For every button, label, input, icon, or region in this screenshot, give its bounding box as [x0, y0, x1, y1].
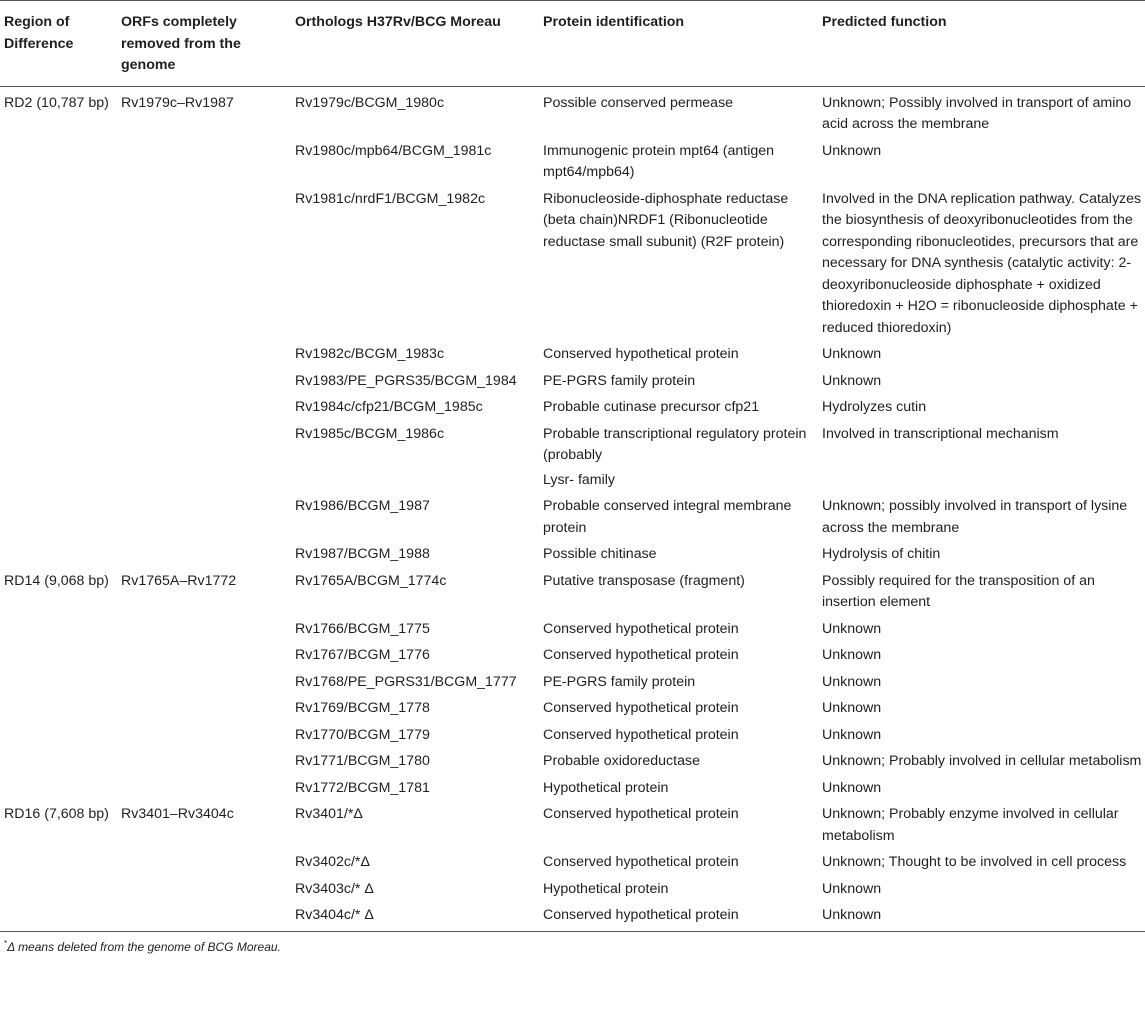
cell-function: Unknown — [822, 673, 882, 690]
cell-function: Unknown; Probably involved in cellular metabolism — [822, 753, 1142, 769]
cell-protein: Conserved hypothetical protein — [543, 700, 739, 716]
cell-region — [0, 847, 117, 874]
footnote — [0, 932, 1145, 954]
table-row — [0, 366, 1145, 393]
cell-orfs — [117, 640, 291, 667]
table-row — [0, 339, 1145, 366]
header-protein: Protein identification — [539, 1, 818, 87]
cell-function: Possibly required for the transposition of an insertion element — [822, 572, 1095, 610]
header-orfs: ORFs completely removed from the genome — [117, 1, 291, 87]
cell-orfs — [117, 419, 291, 467]
cell-region — [0, 136, 117, 184]
cell-protein: Possible chitinase — [543, 546, 657, 562]
footnote-marker: * — [4, 938, 8, 948]
table-row — [0, 900, 1145, 931]
cell-region — [0, 392, 117, 419]
cell-region — [0, 667, 117, 694]
cell-ortholog — [291, 467, 539, 492]
cell-function: Unknown; Probably enzyme involved in cellular metabolism — [822, 806, 1119, 844]
cell-protein: Hypothetical protein — [543, 880, 669, 897]
cell-orfs — [117, 773, 291, 800]
cell-orfs — [117, 467, 291, 492]
cell-protein: Conserved hypothetical protein — [543, 620, 739, 637]
table-row — [0, 693, 1145, 720]
cell-region — [0, 720, 117, 747]
cell-ortholog: Rv1987/BCGM_1988 — [295, 546, 430, 562]
cell-orfs — [117, 366, 291, 393]
table-row — [0, 467, 1145, 492]
cell-orfs — [117, 136, 291, 184]
cell-protein: PE-PGRS family protein — [543, 673, 696, 690]
table-row — [0, 566, 1145, 614]
table-row — [0, 539, 1145, 566]
table-row — [0, 799, 1145, 847]
cell-orfs: Rv1765A–Rv1772 — [121, 572, 237, 589]
cell-region — [0, 366, 117, 393]
cell-region: RD2 (10,787 bp) — [4, 94, 109, 111]
cell-protein: Putative transposase (fragment) — [543, 572, 745, 589]
table-row — [0, 419, 1145, 467]
cell-ortholog: Rv1770/BCGM_1779 — [295, 726, 430, 743]
cell-ortholog: Rv1981c/nrdF1/BCGM_1982c — [295, 190, 486, 207]
header-region: Region of Difference — [0, 1, 117, 87]
header-row — [0, 1, 1145, 87]
cell-orfs — [117, 693, 291, 720]
cell-protein: PE-PGRS family protein — [543, 372, 696, 389]
cell-function: Hydrolyzes cutin — [822, 399, 927, 415]
cell-orfs — [117, 614, 291, 641]
cell-protein: Probable conserved integral membrane protein — [543, 498, 792, 536]
cell-function: Unknown; Thought to be involved in cell process — [822, 854, 1127, 870]
cell-orfs — [117, 720, 291, 747]
cell-protein: Conserved hypothetical protein — [543, 726, 739, 743]
cell-region — [0, 614, 117, 641]
table-row — [0, 491, 1145, 539]
cell-protein: Probable transcriptional regulatory protein (probably — [543, 425, 807, 463]
table-row — [0, 184, 1145, 340]
table-row — [0, 847, 1145, 874]
cell-ortholog: Rv1985c/BCGM_1986c — [295, 425, 445, 442]
cell-ortholog: Rv3403c/* Δ — [295, 880, 374, 897]
cell-function: Involved in transcriptional mechanism — [822, 425, 1059, 442]
cell-ortholog: Rv3404c/* Δ — [295, 907, 374, 923]
cell-ortholog: Rv1980c/mpb64/BCGM_1981c — [295, 142, 492, 159]
cell-region — [0, 746, 117, 773]
cell-orfs — [117, 667, 291, 694]
table-row — [0, 640, 1145, 667]
cell-protein: Immunogenic protein mpt64 (antigen mpt64/mpb64) — [543, 142, 775, 180]
table-row — [0, 667, 1145, 694]
cell-ortholog: Rv1765A/BCGM_1774c — [295, 572, 447, 589]
table-row — [0, 720, 1145, 747]
table-row — [0, 392, 1145, 419]
cell-function: Unknown — [822, 620, 882, 637]
cell-ortholog: Rv1766/BCGM_1775 — [295, 620, 430, 637]
cell-ortholog: Rv1769/BCGM_1778 — [295, 700, 430, 716]
cell-region — [0, 874, 117, 901]
cell-ortholog: Rv1986/BCGM_1987 — [295, 498, 430, 514]
table-row — [0, 86, 1145, 136]
cell-function: Unknown; possibly involved in transport of lysine across the membrane — [822, 498, 1128, 536]
cell-ortholog: Rv1982c/BCGM_1983c — [295, 346, 445, 362]
footnote-text: Δ means deleted from the genome of BCG Moreau. — [7, 939, 281, 954]
cell-protein: Lysr- family — [543, 471, 615, 488]
cell-protein: Probable cutinase precursor cfp21 — [543, 399, 760, 415]
cell-ortholog: Rv3402c/*Δ — [295, 854, 370, 870]
cell-ortholog: Rv3401/*Δ — [295, 806, 363, 822]
cell-region — [0, 773, 117, 800]
cell-protein: Possible conserved permease — [543, 94, 734, 111]
cell-ortholog: Rv1772/BCGM_1781 — [295, 779, 430, 796]
cell-orfs — [117, 539, 291, 566]
table-row — [0, 746, 1145, 773]
cell-function: Unknown — [822, 726, 882, 743]
cell-function: Unknown — [822, 779, 882, 796]
table-row — [0, 874, 1145, 901]
cell-orfs — [117, 874, 291, 901]
cell-ortholog: Rv1984c/cfp21/BCGM_1985c — [295, 399, 483, 415]
cell-region: RD14 (9,068 bp) — [4, 572, 109, 589]
table-row — [0, 136, 1145, 184]
cell-function: Unknown — [822, 142, 882, 159]
cell-protein: Conserved hypothetical protein — [543, 854, 739, 870]
cell-region — [0, 419, 117, 467]
cell-protein: Conserved hypothetical protein — [543, 907, 739, 923]
cell-region — [0, 693, 117, 720]
cell-orfs — [117, 184, 291, 340]
cell-function: Unknown — [822, 880, 882, 897]
cell-protein: Conserved hypothetical protein — [543, 346, 739, 362]
cell-orfs: Rv1979c–Rv1987 — [121, 94, 234, 111]
cell-region — [0, 491, 117, 539]
cell-ortholog: Rv1983/PE_PGRS35/BCGM_1984 — [295, 372, 517, 389]
cell-protein: Conserved hypothetical protein — [543, 647, 739, 663]
cell-region — [0, 339, 117, 366]
table-row — [0, 773, 1145, 800]
cell-function — [818, 467, 1145, 492]
cell-orfs — [117, 746, 291, 773]
cell-orfs — [117, 900, 291, 931]
cell-protein: Ribonucleoside-diphosphate reductase (beta chain)NRDF1 (Ribonucleotide reductase small subunit) (R2F protein) — [543, 190, 789, 250]
cell-protein: Probable oxidoreductase — [543, 753, 700, 769]
cell-function: Unknown — [822, 907, 882, 923]
cell-orfs — [117, 847, 291, 874]
header-orthologs: Orthologs H37Rv/BCG Moreau — [291, 1, 539, 87]
cell-ortholog: Rv1767/BCGM_1776 — [295, 647, 430, 663]
cell-orfs — [117, 392, 291, 419]
cell-ortholog: Rv1979c/BCGM_1980c — [295, 94, 445, 111]
cell-region — [0, 467, 117, 492]
cell-region — [0, 184, 117, 340]
cell-region — [0, 640, 117, 667]
cell-region: RD16 (7,608 bp) — [4, 806, 109, 822]
cell-function: Unknown — [822, 346, 882, 362]
cell-function: Unknown — [822, 700, 882, 716]
cell-function: Hydrolysis of chitin — [822, 546, 941, 562]
header-function: Predicted function — [818, 1, 1145, 87]
cell-ortholog: Rv1771/BCGM_1780 — [295, 753, 430, 769]
cell-orfs — [117, 339, 291, 366]
cell-function: Unknown — [822, 372, 882, 389]
cell-orfs — [117, 491, 291, 539]
cell-function: Unknown — [822, 647, 882, 663]
table-body — [0, 86, 1145, 931]
cell-ortholog: Rv1768/PE_PGRS31/BCGM_1777 — [295, 673, 517, 690]
cell-region — [0, 900, 117, 931]
cell-region — [0, 539, 117, 566]
cell-function: Unknown; Possibly involved in transport of amino acid across the membrane — [822, 94, 1132, 132]
cell-protein: Hypothetical protein — [543, 779, 669, 796]
cell-orfs: Rv3401–Rv3404c — [121, 806, 234, 822]
cell-function: Involved in the DNA replication pathway. Catalyzes the biosynthesis of deoxyribonucleotides from the corresponding ribonucleotides, precursors that are necessary for DNA synthesis (catalytic activity: 2-deoxyribonucleoside diphosphate + oxidized thioredoxin + H2O = ribonucleoside diphosphate + reduced thioredoxin) — [822, 190, 1142, 336]
cell-protein: Conserved hypothetical protein — [543, 806, 739, 822]
table-row — [0, 614, 1145, 641]
